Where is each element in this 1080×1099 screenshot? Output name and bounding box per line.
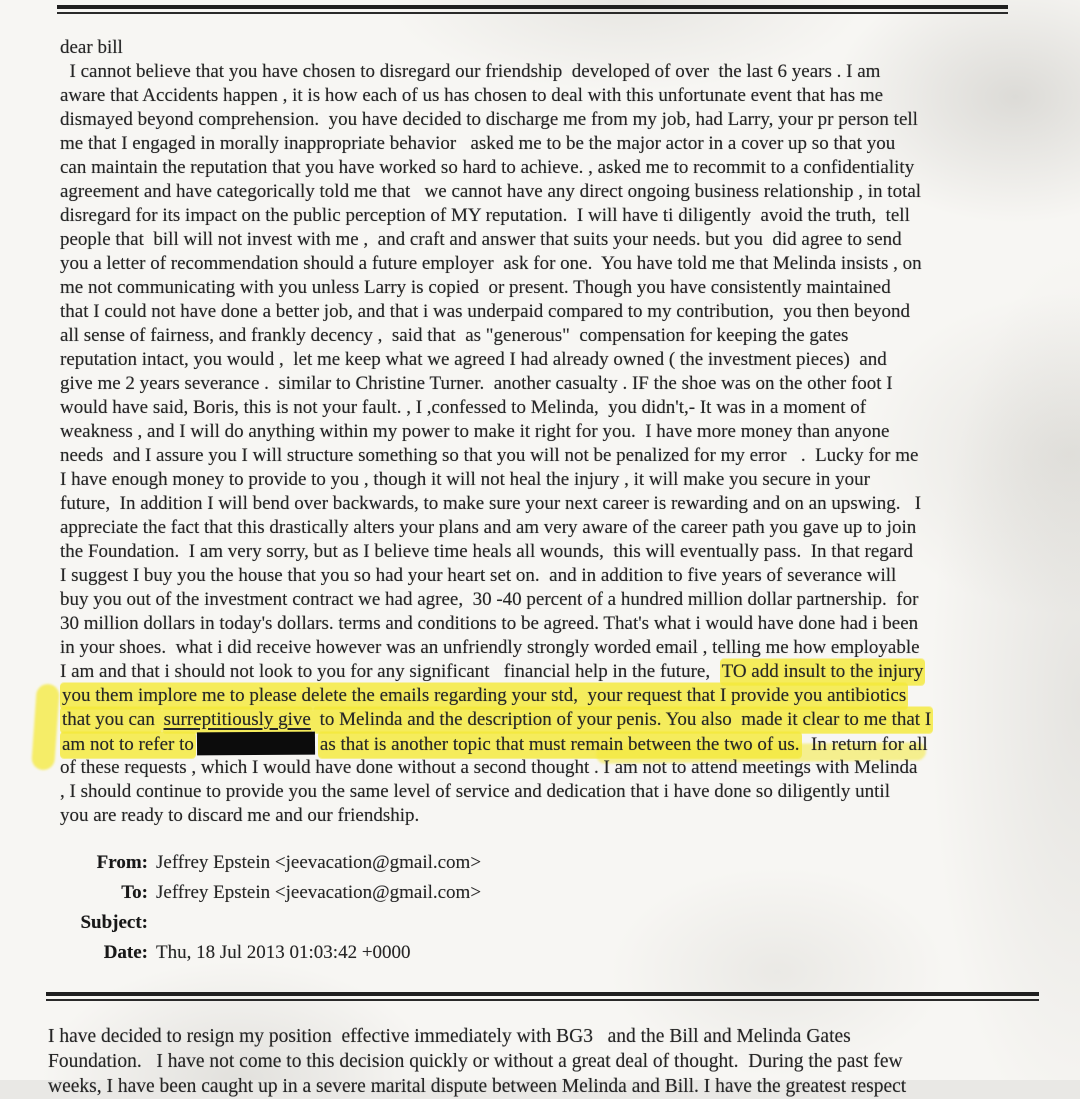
header-value: Jeffrey Epstein <jeevacation@gmail.com> [156, 852, 482, 873]
letter-text: I suggest I buy you the house that you so had your heart set on. and in addition to five years of severance will [60, 565, 897, 586]
letter-text: 30 million dollars in today's dollars. terms and conditions to be agreed. That's what i would have done had i been [60, 613, 919, 634]
highlighted-text: you them implore me to please delete the emails regarding your std, your request that I provide you antibiotics [60, 683, 908, 709]
resignation-message [48, 1024, 1058, 1099]
letter-line [60, 60, 1070, 84]
letter-line [60, 204, 1070, 228]
letter-line [60, 156, 1070, 180]
letter-line [60, 348, 1070, 372]
letter-line [60, 612, 1070, 636]
redaction-bar [197, 732, 315, 756]
letter-line [60, 636, 1070, 660]
letter-line [60, 372, 1070, 396]
email-headers [56, 850, 481, 970]
highlighted-text: that you can [60, 707, 162, 733]
highlighted-text: as that is another topic that must remain between the two of us. [318, 732, 802, 758]
letter-line [60, 276, 1070, 300]
letter-line [60, 84, 1070, 108]
letter-text: needs and I assure you I will structure something so that you will not be penalized for my error . Lucky for me [60, 445, 919, 466]
letter-text: I am and that i should not look to you for any significant financial help in the future, [60, 661, 720, 682]
letter-line [60, 780, 1070, 804]
letter-text: in your shoes. what i did receive however was an unfriendly strongly worded email , telling me how employable [60, 637, 920, 658]
letter-text: people that bill will not invest with me , and craft and answer that suits your needs. but you did agree to send [60, 229, 902, 250]
letter-text: In return for all [801, 734, 928, 755]
header-row [56, 940, 481, 970]
footer-line: weeks, I have been caught up in a severe marital dispute between Melinda and Bill. I have the greatest respect [48, 1076, 907, 1097]
letter-text: me not communicating with you unless Larry is copied or present. Though you have consistently maintained [60, 277, 891, 298]
header-value: Jeffrey Epstein <jeevacation@gmail.com> [156, 882, 482, 903]
highlighted-text: TO add insult to the injury [720, 659, 926, 685]
letter-text: all sense of fairness, and frankly decency , said that as "generous" compensation for keeping the gates [60, 325, 849, 346]
letter-line [60, 804, 1070, 828]
letter-line [60, 708, 1070, 732]
top-divider-rule [57, 5, 1008, 14]
letter-line [60, 588, 1070, 612]
header-value: Thu, 18 Jul 2013 01:03:42 +0000 [156, 942, 411, 963]
letter-line [60, 660, 1070, 684]
letter-text: that I could not have done a better job, and that i was underpaid compared to my contribution, you then beyond [60, 301, 911, 322]
bottom-divider-rule [46, 992, 1039, 1001]
letter-line [60, 108, 1070, 132]
header-label: Subject: [80, 912, 148, 933]
letter-line [60, 180, 1070, 204]
header-row [56, 910, 481, 940]
letter-line [60, 300, 1070, 324]
letter-line [60, 324, 1070, 348]
letter-line [60, 732, 1070, 756]
letter-text: I have enough money to provide to you , though it will not heal the injury , it will make you secure in your [60, 469, 870, 490]
letter-line [60, 252, 1070, 276]
letter-text: I cannot believe that you have chosen to disregard our friendship developed of over the last 6 years . I am [60, 61, 881, 82]
letter-line [60, 468, 1070, 492]
highlighted-text: surreptitiously give [162, 707, 313, 733]
letter-line [60, 396, 1070, 420]
letter-line [60, 540, 1070, 564]
header-row [56, 880, 481, 910]
header-value [148, 910, 156, 940]
letter-text: dismayed beyond comprehension. you have decided to discharge me from my job, had Larry, your pr person tell [60, 109, 918, 130]
letter-text: the Foundation. I am very sorry, but as I believe time heals all wounds, this will eventually pass. In that regard [60, 541, 914, 562]
letter-text: reputation intact, you would , let me keep what we agreed I had already owned ( the investment pieces) and [60, 349, 887, 370]
header-label: To: [121, 882, 148, 903]
letter-text: buy you out of the investment contract we had agree, 30 -40 percent of a hundred million dollar partnership. for [60, 589, 919, 610]
letter-line [60, 36, 1070, 60]
letter-text: disregard for its impact on the public perception of MY reputation. I will have ti diligently avoid the truth, tell [60, 205, 910, 226]
letter-text: appreciate the fact that this drastically alters your plans and am very aware of the career path you gave up to join [60, 517, 917, 538]
letter-text: , I should continue to provide you the same level of service and dedication that i have done so diligently until [60, 781, 890, 802]
footer-line: I have decided to resign my position effective immediately with BG3 and the Bill and Melinda Gates [48, 1026, 851, 1047]
letter-text: give me 2 years severance . similar to Christine Turner. another casualty . IF the shoe was on the other foot I [60, 373, 893, 394]
letter-text: weakness , and I will do anything within my power to make it right for you. I have more money than anyone [60, 421, 890, 442]
letter-text: me that I engaged in morally inappropriate behavior asked me to be the major actor in a cover up so that you [60, 133, 896, 154]
letter-text: can maintain the reputation that you have worked so hard to achieve. , asked me to recommit to a confidentiality [60, 157, 915, 178]
letter-line [60, 756, 1070, 780]
letter-text: of these requests , which I would have done without a second thought . I am not to attend meetings with Melinda [60, 757, 918, 778]
letter-line [60, 516, 1070, 540]
letter-line [60, 684, 1070, 708]
letter-text: dear bill [60, 37, 123, 58]
letter-text: future, In addition I will bend over backwards, to make sure your next career is rewarding and on an upswing. I [60, 493, 922, 514]
letter-text: you a letter of recommendation should a future employer ask for one. You have told me that Melinda insists , on [60, 253, 922, 274]
header-label: Date: [103, 942, 148, 963]
letter-line [60, 420, 1070, 444]
letter-body [60, 36, 1070, 828]
footer-line: Foundation. I have not come to this decision quickly or without a great deal of thought. During the past few [48, 1051, 903, 1072]
letter-line [60, 492, 1070, 516]
highlighted-text: am not to refer to [60, 732, 196, 758]
letter-text: would have said, Boris, this is not your fault. , I ,confessed to Melinda, you didn't,- It was in a moment of [60, 397, 867, 418]
letter-text: agreement and have categorically told me that we cannot have any direct ongoing business relationship , in total [60, 181, 922, 202]
letter-line [60, 444, 1070, 468]
header-row [56, 850, 481, 880]
letter-text: you are ready to discard me and our friendship. [60, 805, 420, 826]
letter-line [60, 132, 1070, 156]
header-label: From: [96, 852, 148, 873]
letter-line [60, 564, 1070, 588]
highlighted-text: to Melinda and the description of your penis. You also made it clear to me that I [313, 707, 933, 733]
letter-line [60, 228, 1070, 252]
highlighter-stroke-left [31, 683, 60, 770]
letter-text: aware that Accidents happen , it is how each of us has chosen to deal with this unfortunate event that has me [60, 85, 884, 106]
